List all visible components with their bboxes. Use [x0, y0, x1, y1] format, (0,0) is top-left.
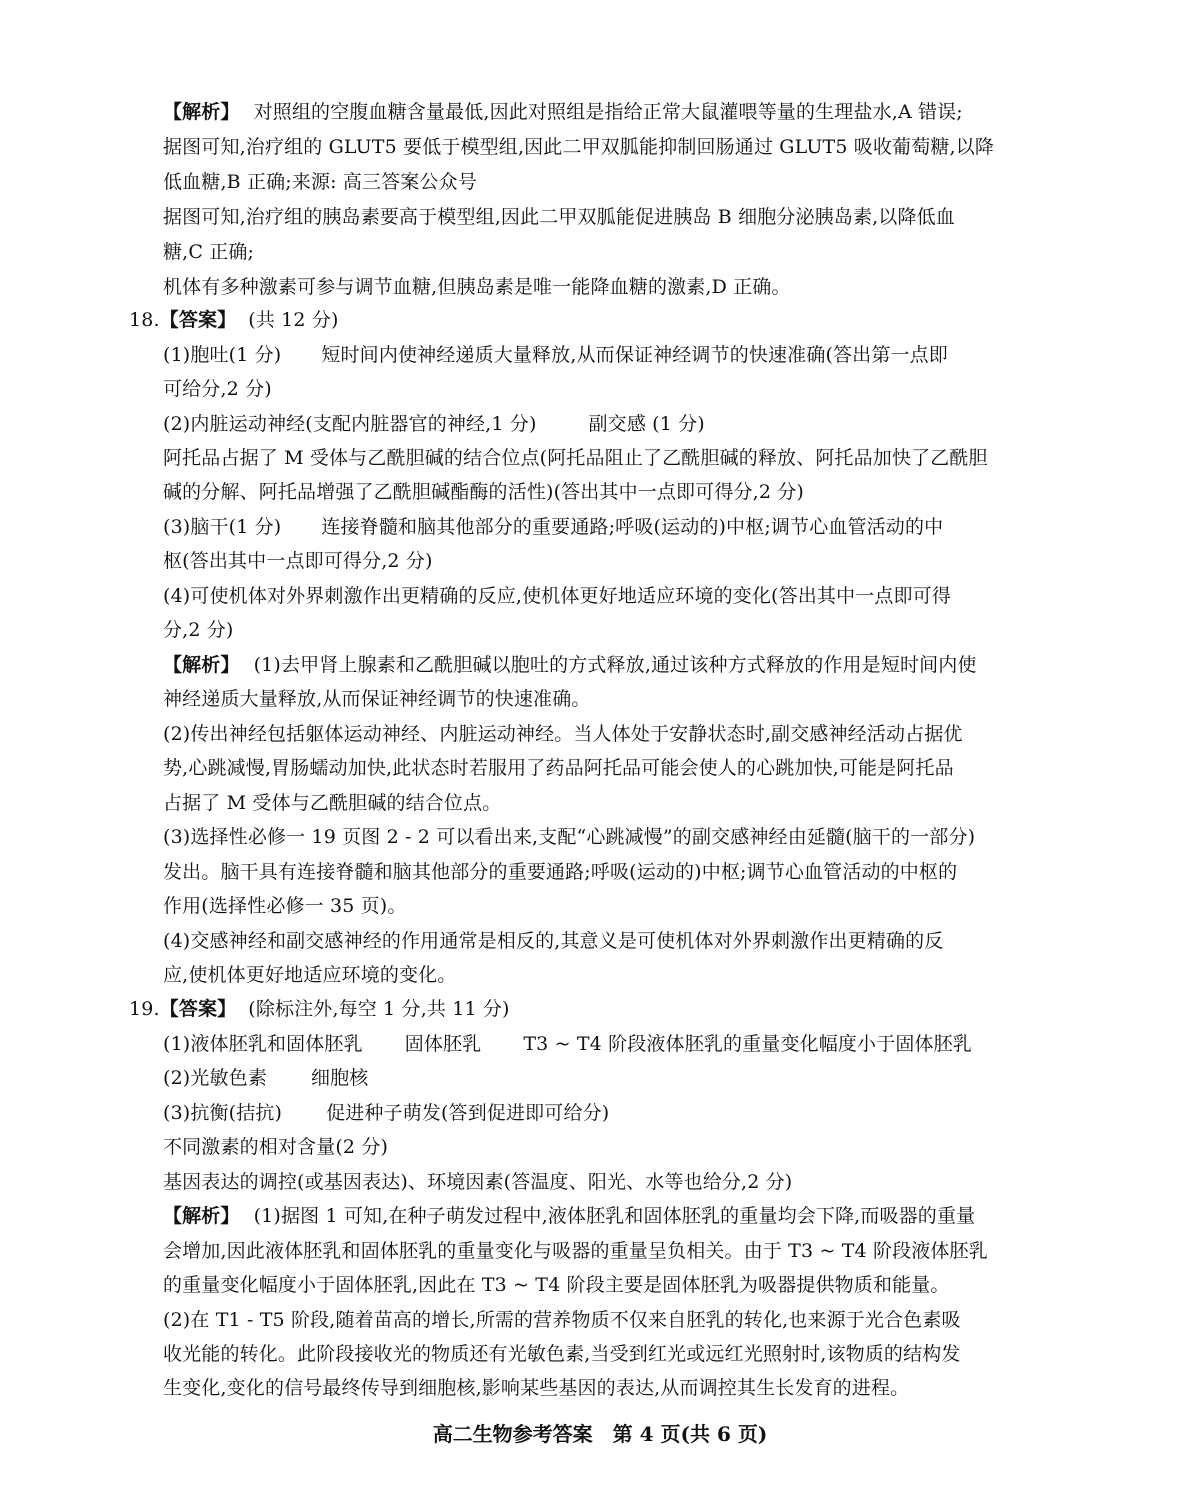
- answer-text: 副交感 (1 分): [588, 413, 705, 435]
- q19-header: [129, 997, 510, 1021]
- q19-answer-2: [163, 1066, 368, 1090]
- q18-analysis-2-cont-1: 势,心跳减慢,胃肠蠕动加快,此状态时若服用了药品阿托品可能会使人的心跳加快,可能是阿托品: [163, 757, 954, 779]
- q19-analysis-1-cont-2: 的重量变化幅度小于固体胚乳,因此在 T3 ~ T4 阶段主要是固体胚乳为吸器提供物质和能量。: [163, 1274, 950, 1296]
- q17-analysis-line-5: 糖,C 正确;: [163, 241, 255, 263]
- answer-text: (3)脑干(1 分): [163, 516, 282, 538]
- q18-answer-1: [163, 343, 948, 367]
- score-note: (除标注外,每空 1 分,共 11 分): [248, 998, 510, 1020]
- answer-text: 固体胚乳: [404, 1033, 482, 1055]
- q18-answer-2-cont-1: 阿托品占据了 M 受体与乙酰胆碱的结合位点(阿托品阻止了乙酰胆碱的释放、阿托品加快了乙酰胆: [163, 447, 988, 469]
- q18-answer-1-cont: 可给分,2 分): [163, 378, 272, 400]
- analysis-tag: 【解析】: [163, 1205, 240, 1227]
- q18-analysis-2-cont-2: 占据了 M 受体与乙酰胆碱的结合位点。: [163, 792, 502, 814]
- q17-analysis-line-2: 据图可知,治疗组的 GLUT5 要低于模型组,因此二甲双胍能抑制回肠通过 GLUT5 吸收葡萄糖,以降: [163, 136, 994, 158]
- q19-answer-3: [163, 1101, 609, 1125]
- q17-analysis-line-4: 据图可知,治疗组的胰岛素要高于模型组,因此二甲双胍能促进胰岛 B 细胞分泌胰岛素,以降低血: [163, 206, 955, 228]
- q18-answer-3-cont: 枢(答出其中一点即可得分,2 分): [163, 550, 433, 572]
- q19-answer-3-cont-2: 基因表达的调控(或基因表达)、环境因素(答温度、阳光、水等也给分,2 分): [163, 1171, 793, 1193]
- answer-text: 短时间内使神经递质大量释放,从而保证神经调节的快速准确(答出第一点即: [321, 344, 948, 366]
- question-number: 19.: [129, 998, 160, 1020]
- answer-text: (2)光敏色素: [163, 1067, 267, 1089]
- analysis-text: (1)去甲肾上腺素和乙酰胆碱以胞吐的方式释放,通过该种方式释放的作用是短时间内使: [253, 654, 977, 676]
- q18-header: [129, 308, 339, 332]
- q19-answer-1: [163, 1032, 972, 1056]
- answer-text: T3 ~ T4 阶段液体胚乳的重量变化幅度小于固体胚乳: [523, 1033, 972, 1055]
- answer-tag: 【答案】: [159, 998, 237, 1020]
- q17-analysis-line-3: 低血糖,B 正确;来源: 高三答案公众号: [163, 171, 477, 193]
- q18-analysis-3: (3)选择性必修一 19 页图 2 - 2 可以看出来,支配“心跳减慢”的副交感神经由延髓(脑干的一部分): [163, 826, 976, 848]
- analysis-text: 对照组的空腹血糖含量最低,因此对照组是指给正常大鼠灌喂等量的生理盐水,A 错误;: [253, 101, 963, 123]
- q17-analysis-line-1: [163, 100, 963, 124]
- q18-answer-2-cont-2: 碱的分解、阿托品增强了乙酰胆碱酯酶的活性)(答出其中一点即可得分,2 分): [163, 481, 804, 503]
- q17-analysis-line-6: 机体有多种激素可参与调节血糖,但胰岛素是唯一能降血糖的激素,D 正确。: [163, 276, 791, 298]
- answer-text: (1)胞吐(1 分): [163, 344, 282, 366]
- q18-analysis-2: (2)传出神经包括躯体运动神经、内脏运动神经。当人体处于安静状态时,副交感神经活动占据优: [163, 723, 963, 745]
- q18-analysis-4-cont: 应,使机体更好地适应环境的变化。: [163, 964, 457, 986]
- page-footer: 高二生物参考答案 第 4 页(共 6 页): [432, 1422, 768, 1446]
- q18-analysis-1: [163, 653, 977, 677]
- q19-analysis-2-cont-1: 收光能的转化。此阶段接收光的物质还有光敏色素,当受到红光或远红光照射时,该物质的结构发: [163, 1343, 961, 1365]
- answer-text: 细胞核: [310, 1067, 369, 1089]
- q19-analysis-1-cont-1: 会增加,因此液体胚乳和固体胚乳的重量变化与吸器的重量呈负相关。由于 T3 ~ T4 阶段液体胚乳: [163, 1240, 988, 1262]
- answer-text: (2)内脏运动神经(支配内脏器官的神经,1 分): [163, 413, 537, 435]
- q19-answer-3-cont-1: 不同激素的相对含量(2 分): [163, 1136, 389, 1158]
- answer-text: (1)液体胚乳和固体胚乳: [163, 1033, 363, 1055]
- answer-text: 促进种子萌发(答到促进即可给分): [326, 1102, 610, 1124]
- q18-analysis-4: (4)交感神经和副交感神经的作用通常是相反的,其意义是可使机体对外界刺激作出更精确的反: [163, 930, 944, 952]
- analysis-tag: 【解析】: [163, 101, 240, 123]
- score-note: (共 12 分): [248, 309, 339, 331]
- q18-answer-2: [163, 412, 705, 436]
- q18-answer-4-cont: 分,2 分): [163, 619, 234, 641]
- q19-analysis-2: (2)在 T1 - T5 阶段,随着苗高的增长,所需的营养物质不仅来自胚乳的转化,也来源于光合色素吸: [163, 1309, 961, 1331]
- question-number: 18.: [129, 309, 160, 331]
- q18-analysis-3-cont-1: 发出。脑干具有连接脊髓和脑其他部分的重要通路;呼吸(运动的)中枢;调节心血管活动的中枢的: [163, 861, 958, 883]
- q18-analysis-3-cont-2: 作用(选择性必修一 35 页)。: [163, 895, 407, 917]
- answer-tag: 【答案】: [159, 309, 237, 331]
- analysis-text: (1)据图 1 可知,在种子萌发过程中,液体胚乳和固体胚乳的重量均会下降,而吸器的重量: [253, 1205, 976, 1227]
- analysis-tag: 【解析】: [163, 654, 240, 676]
- q18-analysis-1-cont: 神经递质大量释放,从而保证神经调节的快速准确。: [163, 688, 591, 710]
- q18-answer-3: [163, 515, 943, 539]
- q18-answer-4: (4)可使机体对外界刺激作出更精确的反应,使机体更好地适应环境的变化(答出其中一点即可得: [163, 585, 951, 607]
- q19-analysis-1: [163, 1204, 975, 1228]
- answer-text: (3)抗衡(拮抗): [163, 1102, 283, 1124]
- answer-text: 连接脊髓和脑其他部分的重要通路;呼吸(运动的)中枢;调节心血管活动的中: [321, 516, 944, 538]
- q19-analysis-2-cont-2: 生变化,变化的信号最终传导到细胞核,影响某些基因的表达,从而调控其生长发育的进程。: [163, 1377, 910, 1399]
